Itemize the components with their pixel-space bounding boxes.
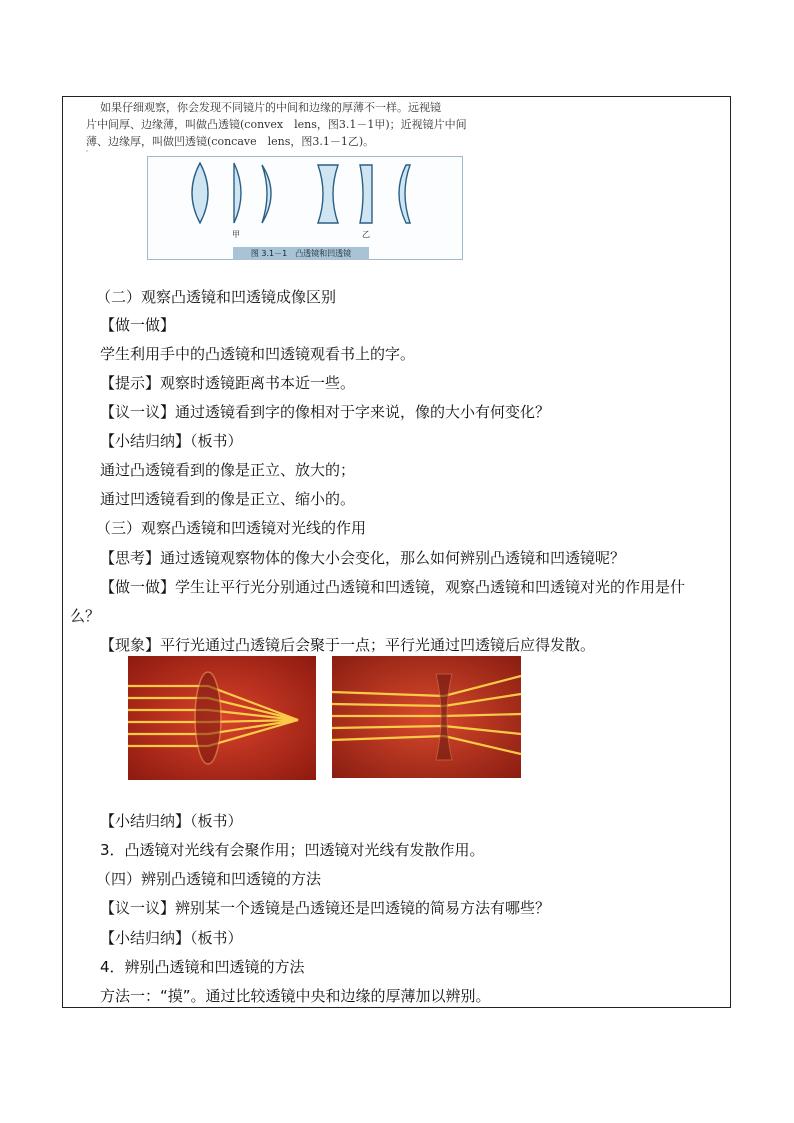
section-two-heading: （二）观察凸透镜和凹透镜成像区别 xyxy=(96,288,337,306)
summary-label-2: 【小结归纳】（板书） xyxy=(100,812,243,830)
label-jia: 甲 xyxy=(232,230,240,239)
intro-line-1: 如果仔细观察，你会发现不同镜片的中间和边缘的厚薄不一样。远视镜 xyxy=(100,101,441,114)
think-text: 【思考】通过透镜观察物体的像大小会变化，那么如何辨别凸透镜和凹透镜呢？ xyxy=(100,549,626,567)
concave-lens-light-photo xyxy=(332,656,521,778)
concave-lens-meniscus xyxy=(399,165,410,223)
convex-image-text: 通过凸透镜看到的像是正立、放大的； xyxy=(100,461,356,479)
hint-text: 【提示】观察时透镜距离书本近一些。 xyxy=(100,374,356,392)
do-it-label: 【做一做】 xyxy=(100,316,176,334)
convex-lens-planoconvex xyxy=(234,163,241,223)
do-it-parallel-light-cont: 么？ xyxy=(70,607,101,625)
do-it-parallel-light: 【做一做】学生让平行光分别通过凸透镜和凹透镜，观察凸透镜和凹透镜对光的作用是什 xyxy=(100,578,686,596)
lens-figure xyxy=(147,156,463,260)
figure-caption: 图 3.1－1 凸透镜和凹透镜 xyxy=(233,247,369,260)
summary-label-3: 【小结归纳】（板书） xyxy=(100,929,243,947)
scan-mark: ˊ xyxy=(84,150,89,161)
intro-line-2: 片中间厚、边缘薄，叫做凸透镜(convex lens，图3.1－1甲)；近视镜片中间 xyxy=(86,118,467,131)
section-four-heading: （四）辨别凸透镜和凹透镜的方法 xyxy=(96,870,322,888)
lens-diagram xyxy=(148,157,462,259)
conclusion-3: 3．凸透镜对光线有会聚作用；凹透镜对光线有发散作用。 xyxy=(100,841,485,859)
student-activity-text: 学生利用手中的凸透镜和凹透镜观看书上的字。 xyxy=(100,345,416,363)
concave-image-text: 通过凹透镜看到的像是正立、缩小的。 xyxy=(100,490,356,508)
conclusion-4: 4．辨别凸透镜和凹透镜的方法 xyxy=(100,958,305,976)
convex-lens-biconvex xyxy=(192,163,208,223)
discuss-text: 【议一议】通过透镜看到字的像相对于字来说，像的大小有何变化？ xyxy=(100,403,551,421)
concave-lens-planoconcave xyxy=(360,165,372,223)
convex-lens-meniscus xyxy=(262,165,271,223)
label-yi: 乙 xyxy=(362,230,370,239)
discuss-method-text: 【议一议】辨别某一个透镜是凸透镜还是凹透镜的简易方法有哪些？ xyxy=(100,899,551,917)
convex-lens-light-photo xyxy=(128,656,316,780)
method-one-text: 方法一：“摸”。通过比较透镜中央和边缘的厚薄加以辨别。 xyxy=(100,987,491,1005)
summary-label: 【小结归纳】（板书） xyxy=(100,432,243,450)
intro-line-3: 薄、边缘厚，叫做凹透镜(concave lens，图3.1－1乙)。 xyxy=(86,135,375,148)
concave-lens-biconcave xyxy=(318,165,338,223)
phenomenon-text: 【现象】平行光通过凸透镜后会聚于一点；平行光通过凹透镜后应得发散。 xyxy=(100,636,596,654)
section-three-heading: （三）观察凸透镜和凹透镜对光线的作用 xyxy=(96,519,367,537)
